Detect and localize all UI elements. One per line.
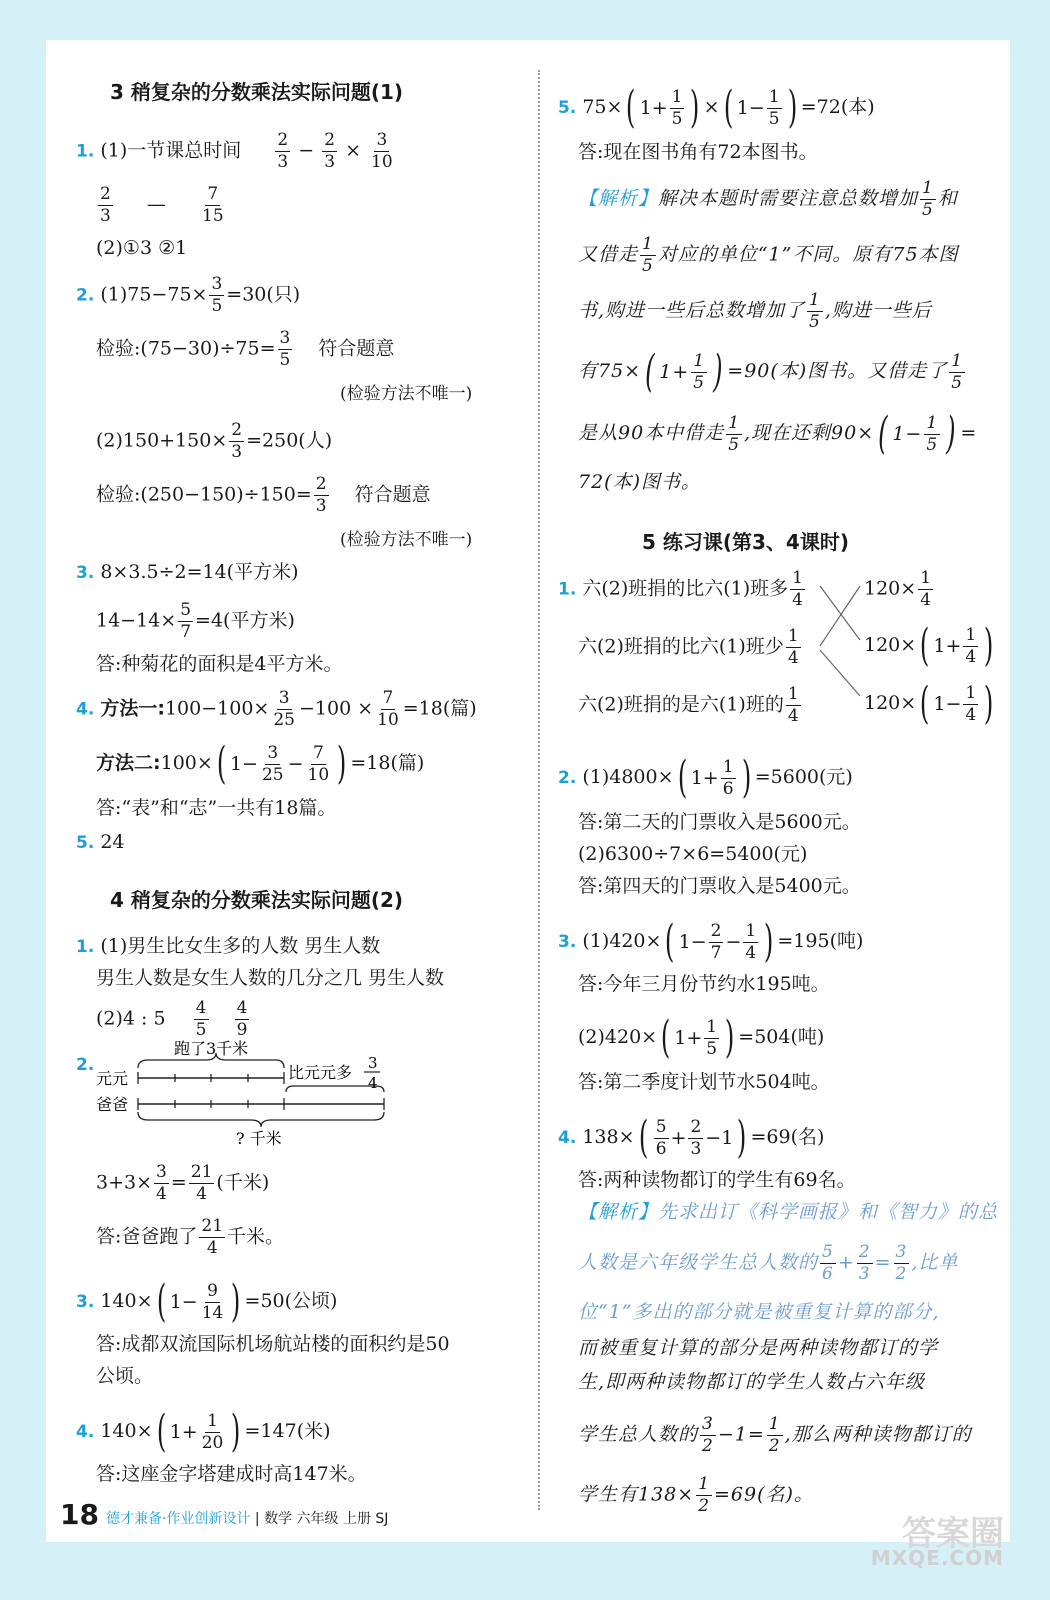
expr: (千米) bbox=[216, 1171, 270, 1194]
s5-q3-expr1 bbox=[558, 916, 864, 967]
s4-q3-expr bbox=[76, 1276, 338, 1327]
fraction: $\frac{7}{15}$ bbox=[202, 184, 224, 226]
s4-q1-num: 1. bbox=[76, 937, 95, 957]
method-label: 方法二: bbox=[96, 752, 161, 774]
text: ,比单 bbox=[911, 1251, 959, 1274]
s5-q4-expr bbox=[558, 1112, 825, 1163]
fraction: $\frac{3}{5}$ bbox=[211, 274, 223, 316]
s4-q2-segment-diagram bbox=[96, 1040, 396, 1150]
fraction: $\frac{21}{4}$ bbox=[201, 1216, 224, 1258]
row-label-yuanyuan: 元元 bbox=[96, 1069, 129, 1088]
s5-q4-analysis-4: 而被重复计算的部分是两种读物都订的学 bbox=[578, 1337, 939, 1359]
ratio: (2)4 : 5 bbox=[96, 1007, 166, 1030]
section-3-title: 3 稍复杂的分数乘法实际问题(1) bbox=[110, 80, 404, 104]
s4-q4-expr bbox=[76, 1406, 331, 1457]
s3-q5-analysis-5 bbox=[578, 408, 978, 459]
method-label: 方法一: bbox=[100, 697, 165, 720]
expr: =504(吨) bbox=[738, 1026, 825, 1048]
s3-q1-fractions bbox=[96, 186, 228, 225]
s4-q3-num: 3. bbox=[76, 1292, 95, 1312]
label-right: 比元元多 bbox=[288, 1063, 353, 1082]
text: 是从90本中借走 bbox=[578, 422, 725, 444]
text: 对应的单位“1”不同。原有75本图 bbox=[657, 243, 959, 266]
section-5-title: 5 练习课(第3、4课时) bbox=[642, 530, 849, 554]
expr: =4(平方米) bbox=[195, 609, 295, 632]
text: 和 bbox=[937, 187, 958, 210]
parentheses: ( 1+ $\frac{1}{20}$ ) bbox=[156, 1406, 241, 1457]
s5-q3-expr2 bbox=[578, 1012, 825, 1063]
s4-q1-line1 bbox=[76, 934, 380, 959]
check-result: 符合题意 bbox=[318, 337, 395, 360]
fraction: $\frac{2}{3}$ bbox=[277, 130, 289, 172]
s5-q4-num: 4. bbox=[558, 1128, 577, 1148]
text: =90(本)图书。又借走了 bbox=[727, 360, 948, 382]
s5-q1-matching-lines bbox=[816, 576, 866, 716]
text: 有75× bbox=[578, 360, 642, 382]
s4-q2-expr bbox=[96, 1164, 269, 1203]
parentheses: ( 1− $\frac{9}{14}$ ) bbox=[156, 1276, 241, 1327]
watermark-logo: 答案圈 bbox=[902, 1514, 1004, 1554]
s3-q2-note1: (检验方法不唯一) bbox=[340, 384, 473, 404]
analysis-tag: 【解析】 bbox=[578, 1201, 659, 1223]
expr: =72(本) bbox=[800, 96, 875, 118]
s5-q1-left-3 bbox=[578, 686, 803, 725]
fraction: $\frac{1}{4}$ bbox=[787, 684, 799, 726]
expr: 3+3× bbox=[96, 1171, 153, 1194]
section-4-title: 4 稍复杂的分数乘法实际问题(2) bbox=[110, 888, 404, 912]
s3-q2-note2: (检验方法不唯一) bbox=[340, 530, 473, 550]
expr: =30(只) bbox=[226, 283, 301, 306]
s3-q4-num: 4. bbox=[76, 699, 95, 720]
expr: 120× bbox=[864, 634, 917, 656]
fraction: $\frac{1}{5}$ bbox=[728, 412, 741, 455]
expr: 120× bbox=[864, 577, 917, 600]
s5-q2-num: 2. bbox=[558, 768, 577, 788]
s3-q1-num: 1. bbox=[76, 141, 95, 162]
s3-q2-line2 bbox=[96, 422, 332, 461]
text: 答:爸爸跑了 bbox=[96, 1225, 198, 1248]
fraction: $\frac{3}{10}$ bbox=[371, 130, 393, 172]
expr: =250(人) bbox=[246, 429, 333, 452]
s3-q2-check1 bbox=[96, 330, 394, 369]
expr: 14−14× bbox=[96, 609, 177, 632]
s3-q5 bbox=[76, 830, 125, 855]
text: 人数是六年级学生总人数的 bbox=[578, 1251, 819, 1274]
s5-q3-num: 3. bbox=[558, 932, 577, 952]
s5-q4-analysis-7 bbox=[578, 1476, 814, 1515]
expr: =18(篇) bbox=[350, 752, 425, 774]
footer-info bbox=[106, 1508, 388, 1528]
s3-q3-answer: 答:种菊花的面积是4平方米。 bbox=[96, 653, 343, 675]
s3-q5-expr bbox=[558, 82, 875, 133]
column-divider bbox=[538, 70, 540, 1510]
expr: 140× bbox=[100, 1420, 153, 1442]
row-label-baba: 爸爸 bbox=[96, 1095, 129, 1114]
text: (1)男生比女生多的人数 男生人数 bbox=[100, 935, 381, 957]
expr: = bbox=[170, 1171, 187, 1194]
expr: 检验:(75−30)÷75= bbox=[96, 337, 276, 360]
s5-q2-line2: (2)6300÷7×6=5400(元) bbox=[578, 843, 808, 865]
s3-q4-answer: 答:“表”和“志”一共有18篇。 bbox=[96, 797, 337, 819]
text: 六(2)班捐的比六(1)班多 bbox=[582, 577, 789, 600]
page-frame-top bbox=[0, 0, 1050, 40]
s4-q1-line2: 男生人数是女生人数的几分之几 男生人数 bbox=[96, 967, 445, 989]
fraction: $\frac{1}{4}$ bbox=[787, 626, 799, 668]
fraction: $\frac{3}{4}$ bbox=[156, 1162, 167, 1204]
expr: (1)4800× bbox=[582, 766, 674, 788]
expr: 138× bbox=[582, 1126, 635, 1148]
expr: (2)420× bbox=[578, 1026, 658, 1048]
watermark-url: MXQE.COM bbox=[870, 1546, 1004, 1570]
s4-q4-answer: 答:这座金字塔建成时高147米。 bbox=[96, 1463, 367, 1485]
text: 六(2)班捐的是六(1)班的 bbox=[578, 693, 784, 716]
expr: 120× bbox=[864, 692, 917, 714]
text: 学生有138× bbox=[578, 1483, 695, 1506]
s4-q1-line3 bbox=[96, 1000, 251, 1039]
expr: =195(吨) bbox=[777, 930, 864, 952]
operator: × bbox=[703, 96, 720, 118]
text: 又借走 bbox=[578, 243, 639, 266]
expr: (1)75−75× bbox=[100, 283, 208, 306]
label-right-den: 4 bbox=[368, 1074, 378, 1092]
fraction: $\frac{1}{2}$ bbox=[768, 1414, 781, 1456]
fraction: $\frac{1}{5}$ bbox=[951, 350, 964, 393]
s5-q2-expr bbox=[558, 752, 853, 803]
fraction: $\frac{3}{25}$ bbox=[273, 688, 295, 730]
text: = bbox=[960, 422, 978, 444]
fraction: $\frac{7}{10}$ bbox=[377, 688, 399, 730]
expr: 100× bbox=[160, 752, 213, 774]
fraction: $\frac{2}{3}$ bbox=[858, 1242, 871, 1284]
s3-q3-line1 bbox=[76, 560, 299, 585]
fraction: $\frac{5}{6}$ bbox=[822, 1242, 834, 1284]
parentheses: ( 1+ $\frac{1}{5}$ ) bbox=[660, 1012, 735, 1063]
s5-q4-analysis-3: 位“1”多出的部分就是被重复计算的部分, bbox=[578, 1301, 940, 1323]
s5-q1-right-1 bbox=[864, 570, 935, 609]
s3-q5b-num: 5. bbox=[558, 98, 577, 118]
fraction: $\frac{2}{3}$ bbox=[100, 184, 111, 226]
match-line bbox=[820, 650, 860, 696]
fraction: $\frac{1}{5}$ bbox=[642, 234, 654, 276]
parentheses: ( 1+ $\frac{1}{5}$ ) bbox=[645, 346, 724, 397]
fraction: $\frac{4}{5}$ bbox=[195, 998, 207, 1040]
s3-q1-text: (1)一节课总时间 bbox=[100, 139, 242, 162]
s3-q2-line1 bbox=[76, 276, 300, 315]
parentheses: ( 1+ $\frac{1}{6}$ ) bbox=[677, 752, 751, 803]
fraction: $\frac{2}{3}$ bbox=[315, 474, 327, 516]
s5-q1-right-3 bbox=[864, 678, 997, 729]
analysis-tag: 【解析】 bbox=[578, 187, 659, 210]
expr: (2)150+150× bbox=[96, 429, 228, 452]
footer-book-info: | 数学 六年级 上册 SJ bbox=[254, 1511, 389, 1527]
s3-q4-method2 bbox=[96, 738, 425, 789]
s3-q2-num: 2. bbox=[76, 285, 95, 306]
expr: =69(名) bbox=[750, 1126, 825, 1148]
text: 千米。 bbox=[227, 1225, 285, 1248]
parentheses: ( 1− $\frac{3}{25}$ − $\frac{7}{10}$ ) bbox=[216, 738, 347, 789]
s3-q5-answer: 答:现在图书角有72本图书。 bbox=[578, 141, 818, 163]
s4-q3-answer1: 答:成都双流国际机场航站楼的面积约是50 bbox=[96, 1333, 450, 1355]
s4-q3-answer2: 公顷。 bbox=[96, 1365, 154, 1387]
fraction: $\frac{2}{3}$ bbox=[231, 420, 243, 462]
parentheses: ( 1− $\frac{1}{5}$ ) bbox=[723, 82, 797, 133]
s3-q1 bbox=[76, 132, 397, 171]
s5-q2-answer2: 答:第四天的门票收入是5400元。 bbox=[578, 875, 861, 897]
s5-q4-analysis-2: 人数是六年级学生总人数的 $\frac{5}{6}$ + $\frac{2}{3}$ = $\frac{3}{2}$ ,比单 bbox=[578, 1242, 959, 1284]
fraction: $\frac{21}{4}$ bbox=[190, 1162, 213, 1204]
expr: =18(篇) bbox=[402, 697, 477, 720]
expr: =5600(元) bbox=[754, 766, 853, 788]
fraction: $\frac{5}{7}$ bbox=[180, 600, 192, 642]
parentheses: ( 1− $\frac{1}{4}$ ) bbox=[920, 678, 994, 729]
s3-q2-check2 bbox=[96, 476, 431, 515]
text: ,现在还剩90× bbox=[744, 422, 875, 444]
operator: × bbox=[345, 139, 361, 162]
dash: — bbox=[146, 193, 166, 216]
parentheses: ( 1+ $\frac{1}{5}$ ) bbox=[626, 82, 700, 133]
s3-q5-num: 5. bbox=[76, 833, 95, 853]
fraction: $\frac{1}{2}$ bbox=[698, 1474, 711, 1516]
fraction: $\frac{1}{4}$ bbox=[920, 568, 932, 610]
text: 书,购进一些后总数增加了 bbox=[578, 299, 806, 322]
text: =69(名)。 bbox=[714, 1483, 814, 1506]
s5-q1-right-2 bbox=[864, 620, 997, 671]
s5-q4-analysis-5: 生,即两种读物都订的学生人数占六年级 bbox=[578, 1371, 926, 1393]
s3-q5-analysis-1 bbox=[578, 180, 958, 219]
s3-q1-part2: (2)①3 ②1 bbox=[96, 237, 188, 259]
expr: =50(公顷) bbox=[244, 1290, 338, 1312]
parentheses: ( 1− $\frac{2}{7}$ − $\frac{1}{4}$ ) bbox=[665, 916, 774, 967]
check-result: 符合题意 bbox=[354, 483, 431, 506]
s3-q5-analysis-3 bbox=[578, 292, 932, 331]
fraction: $\frac{3}{5}$ bbox=[279, 328, 291, 370]
parentheses: ( $\frac{5}{6}$ + $\frac{2}{3}$ −1 ) bbox=[638, 1112, 747, 1163]
s5-q1-num: 1. bbox=[558, 579, 577, 600]
operator: − bbox=[298, 139, 315, 162]
expr: =147(米) bbox=[244, 1420, 331, 1442]
fraction: $\frac{1}{5}$ bbox=[922, 178, 934, 220]
bracket-bottom bbox=[138, 1112, 384, 1127]
fraction: $\frac{4}{9}$ bbox=[236, 998, 248, 1040]
fraction: $\frac{1}{4}$ bbox=[792, 568, 803, 610]
s3-q5-analysis-2 bbox=[578, 236, 959, 275]
fraction: $\frac{3}{2}$ bbox=[702, 1414, 714, 1456]
text: 学生总人数的 bbox=[578, 1423, 699, 1446]
text: ,那么两种读物都订的 bbox=[784, 1423, 972, 1446]
parentheses: ( 1− $\frac{1}{5}$ ) bbox=[878, 408, 957, 459]
fraction: $\frac{3}{2}$ bbox=[895, 1242, 908, 1284]
fraction: $\frac{1}{5}$ bbox=[809, 290, 821, 332]
s3-q4-method1 bbox=[76, 690, 477, 729]
s5-q1-left-2 bbox=[578, 628, 803, 667]
expr: 100−100× bbox=[164, 697, 270, 720]
s3-q5-analysis-6: 72(本)图书。 bbox=[578, 471, 702, 493]
s5-q4-answer: 答:两种读物都订的学生有69名。 bbox=[578, 1169, 856, 1191]
s5-q1-left-1 bbox=[558, 570, 807, 609]
text: 六(2)班捐的比六(1)班少 bbox=[578, 635, 784, 658]
s3-q3-num: 3. bbox=[76, 563, 95, 583]
text: 解决本题时需要注意总数增加 bbox=[658, 187, 919, 210]
fraction: $\frac{2}{3}$ bbox=[324, 130, 336, 172]
expr: 75× bbox=[582, 96, 623, 118]
expr: 140× bbox=[100, 1290, 153, 1312]
s3-q3-line2 bbox=[96, 602, 295, 641]
text: 先求出订《科学画报》和《智力》的总 bbox=[658, 1201, 999, 1223]
expr: 8×3.5÷2=14(平方米) bbox=[100, 561, 299, 583]
s5-q4-analysis-6: 学生总人数的 $\frac{3}{2}$ −1= $\frac{1}{2}$ ,那么两种读物都订的 bbox=[578, 1414, 972, 1456]
label-top: 跑了3千米 bbox=[174, 1040, 249, 1058]
s4-q2-num: 2. bbox=[76, 1055, 95, 1075]
page-number: 18 bbox=[60, 1498, 99, 1531]
page-frame-left bbox=[0, 0, 46, 1600]
expr: (1)420× bbox=[582, 930, 662, 952]
s4-q2-answer bbox=[96, 1218, 284, 1257]
s5-q3-answer1: 答:今年三月份节约水195吨。 bbox=[578, 973, 830, 995]
label-right-num: 3 bbox=[368, 1054, 378, 1072]
text: ,购进一些后 bbox=[824, 299, 932, 322]
s5-q4-analysis-1 bbox=[578, 1200, 998, 1224]
s4-q4-num: 4. bbox=[76, 1422, 95, 1442]
s5-q3-answer2: 答:第二季度计划节水504吨。 bbox=[578, 1071, 830, 1093]
page-frame-right bbox=[1010, 0, 1050, 1600]
s5-q2-answer1: 答:第二天的门票收入是5600元。 bbox=[578, 811, 861, 833]
parentheses: ( 1+ $\frac{1}{4}$ ) bbox=[920, 620, 994, 671]
s3-q5-analysis-4 bbox=[578, 346, 967, 397]
label-bottom: ? 千米 bbox=[236, 1129, 282, 1148]
expr: −100 × bbox=[298, 697, 374, 720]
s3-q5-value: 24 bbox=[100, 831, 125, 853]
footer-brand: 德才兼备·作业创新设计 bbox=[106, 1511, 251, 1527]
expr: 检验:(250−150)÷150= bbox=[96, 483, 312, 506]
